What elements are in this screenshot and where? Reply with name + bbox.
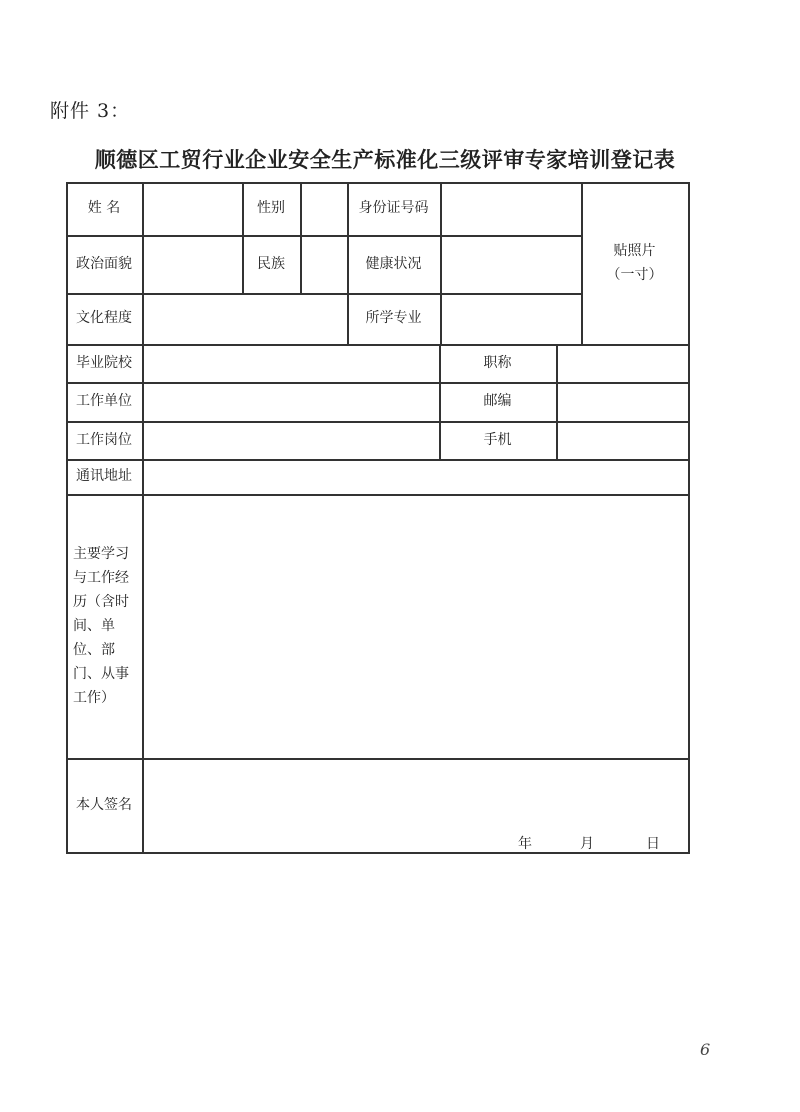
postcode-label: 邮编: [483, 393, 512, 410]
health-field[interactable]: [440, 235, 581, 293]
experience-label-cell: [66, 494, 142, 758]
id-number-field[interactable]: [440, 182, 581, 235]
school-field[interactable]: [142, 344, 439, 382]
table-border-right: [688, 182, 690, 854]
job-title-field[interactable]: [556, 344, 688, 382]
mobile-label: 手机: [483, 431, 512, 448]
form-title: 顺德区工贸行业企业安全生产标准化三级评审专家培训登记表: [94, 148, 676, 172]
position-field[interactable]: [142, 421, 439, 459]
gender-field[interactable]: [300, 182, 347, 235]
registration-form-table: [66, 182, 690, 854]
photo-box[interactable]: [581, 182, 688, 344]
experience-field[interactable]: [142, 494, 688, 758]
employer-label: 工作单位: [76, 393, 132, 410]
health-label: 健康状况: [365, 255, 422, 272]
political-status-field[interactable]: [142, 235, 242, 293]
page-number-mark: 6: [700, 1040, 711, 1059]
attachment-label: 附件 3：: [50, 100, 131, 122]
photo-label-line2: （一寸）: [606, 267, 663, 283]
address-field[interactable]: [142, 459, 688, 494]
major-field[interactable]: [440, 293, 581, 344]
mobile-field[interactable]: [556, 421, 688, 459]
date-day-label: 日: [646, 836, 660, 852]
signature-field[interactable]: [142, 758, 688, 852]
political-status-label: 政治面貌: [76, 255, 132, 272]
employer-field[interactable]: [142, 382, 439, 421]
experience-label: 主要学习与工作经历（含时间、单位、部门、从事工作）: [73, 546, 129, 706]
postcode-field[interactable]: [556, 382, 688, 421]
signature-label: 本人签名: [76, 796, 132, 813]
school-label: 毕业院校: [76, 354, 132, 371]
name-label: 姓 名: [87, 200, 121, 217]
job-title-label: 职称: [483, 354, 512, 371]
major-label: 所学专业: [365, 310, 422, 327]
gender-label: 性别: [257, 200, 285, 217]
education-field[interactable]: [142, 293, 347, 344]
table-border-bottom: [66, 852, 690, 854]
date-year-label: 年: [518, 836, 532, 852]
name-field[interactable]: [142, 182, 242, 235]
education-label: 文化程度: [76, 310, 132, 327]
position-label: 工作岗位: [76, 431, 132, 448]
ethnicity-field[interactable]: [300, 235, 347, 293]
id-number-label: 身份证号码: [358, 200, 429, 217]
date-month-label: 月: [580, 836, 594, 852]
photo-label-line1: 贴照片: [613, 243, 656, 259]
ethnicity-label: 民族: [257, 255, 285, 272]
address-label: 通讯地址: [76, 468, 132, 485]
